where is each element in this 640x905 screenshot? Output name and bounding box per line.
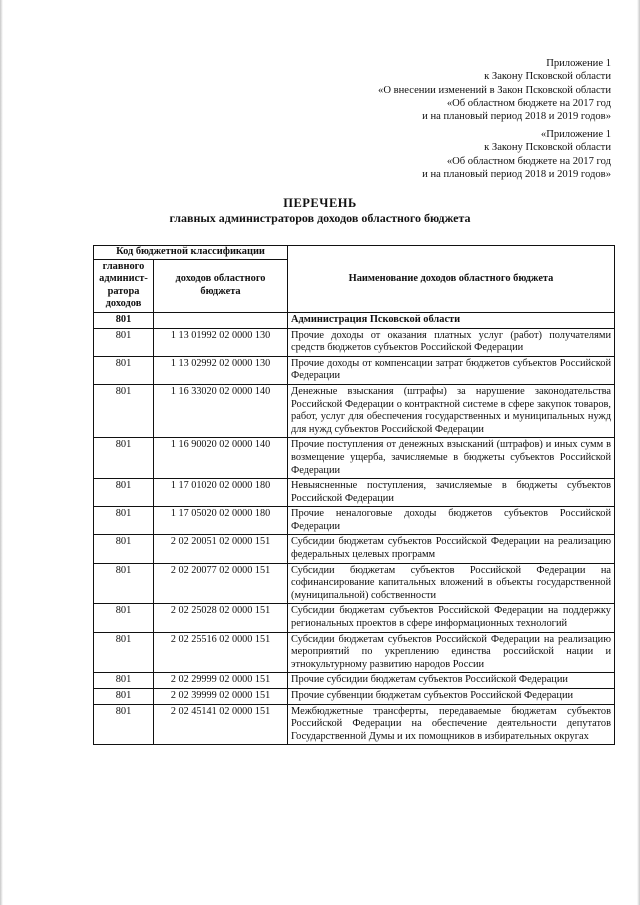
income-name-cell: Субсидии бюджетам субъектов Российской Федерации на поддержку региональных проектов в сфере информационных технологий bbox=[288, 604, 615, 632]
document-title: ПЕРЕЧЕНЬ bbox=[283, 196, 357, 210]
appendix-note-amendment bbox=[378, 57, 611, 123]
income-name-cell: Прочие субсидии бюджетам субъектов Российской Федерации bbox=[288, 673, 615, 689]
income-code-cell: 2 02 39999 02 0000 151 bbox=[154, 689, 288, 705]
admin-code-cell: 801 bbox=[94, 438, 154, 479]
income-code-cell: 1 16 33020 02 0000 140 bbox=[154, 384, 288, 437]
income-code-cell: 1 13 01992 02 0000 130 bbox=[154, 328, 288, 356]
admin-code-cell: 801 bbox=[94, 356, 154, 384]
income-code-cell: 2 02 25028 02 0000 151 bbox=[154, 604, 288, 632]
table-row bbox=[94, 604, 615, 632]
income-code-cell: 2 02 25516 02 0000 151 bbox=[154, 632, 288, 673]
admin-code-cell: 801 bbox=[94, 632, 154, 673]
income-code-cell: 1 17 01020 02 0000 180 bbox=[154, 479, 288, 507]
income-name-cell: Прочие доходы от компенсации затрат бюджетов субъектов Российской Федерации bbox=[288, 356, 615, 384]
document-subtitle: главных администраторов доходов областного бюджета bbox=[169, 211, 471, 225]
table-row bbox=[94, 356, 615, 384]
header-classification: Код бюджетной классификации bbox=[94, 246, 288, 260]
income-code-cell: 2 02 20077 02 0000 151 bbox=[154, 563, 288, 604]
table-row bbox=[94, 384, 615, 437]
admin-code-cell: 801 bbox=[94, 384, 154, 437]
table-row bbox=[94, 507, 615, 535]
table-header-row bbox=[94, 246, 615, 260]
appendix-line: «Приложение 1 bbox=[540, 129, 611, 140]
admin-code-cell: 801 bbox=[94, 689, 154, 705]
appendix-line: к Закону Псковской области bbox=[484, 142, 611, 154]
section-row bbox=[94, 312, 615, 328]
header-income-name bbox=[288, 246, 615, 313]
table-row bbox=[94, 704, 615, 745]
appendix-line: «Об областном бюджете на 2017 год bbox=[446, 97, 611, 109]
income-name-cell: Денежные взыскания (штрафы) за нарушение законодательства Российской Федерации о контрактной системе в сфере закупок товаров, работ, услуг для обеспечения государственных и муниципальных нужд для нужд субъектов Российской Федерации bbox=[288, 384, 615, 437]
section-empty-cell bbox=[154, 312, 288, 328]
admin-code-cell: 801 bbox=[94, 604, 154, 632]
table-row bbox=[94, 479, 615, 507]
appendix-line: «Об областном бюджете на 2017 год bbox=[446, 155, 611, 167]
table-row bbox=[94, 673, 615, 689]
table-row bbox=[94, 632, 615, 673]
table-row bbox=[94, 689, 615, 705]
income-code-cell: 1 17 05020 02 0000 180 bbox=[154, 507, 288, 535]
income-code-cell: 2 02 29999 02 0000 151 bbox=[154, 673, 288, 689]
section-name: Администрация Псковской области bbox=[288, 312, 615, 328]
scan-left-edge bbox=[0, 0, 3, 905]
table-row bbox=[94, 438, 615, 479]
income-name-cell: Прочие неналоговые доходы бюджетов субъектов Российской Федерации bbox=[288, 507, 615, 535]
table-row bbox=[94, 563, 615, 604]
income-name-cell: Прочие субвенции бюджетам субъектов Российской Федерации bbox=[288, 689, 615, 705]
income-name-cell: Прочие доходы от оказания платных услуг (работ) получателями средств бюджетов субъектов Российской Федерации bbox=[288, 328, 615, 356]
admin-code-cell: 801 bbox=[94, 673, 154, 689]
header-income-code: доходов областного бюджета bbox=[154, 259, 288, 312]
admin-code-cell: 801 bbox=[94, 535, 154, 563]
income-code-cell: 1 13 02992 02 0000 130 bbox=[154, 356, 288, 384]
admin-code-cell: 801 bbox=[94, 479, 154, 507]
appendix-line: и на плановый период 2018 и 2019 годов» bbox=[422, 168, 611, 180]
header-income-name-text: Наименование доходов областного бюджета bbox=[348, 272, 554, 284]
income-code-cell: 2 02 20051 02 0000 151 bbox=[154, 535, 288, 563]
appendix-note-original bbox=[422, 128, 611, 181]
section-admin-code: 801 bbox=[94, 312, 154, 328]
income-name-cell: Субсидии бюджетам субъектов Российской Федерации на реализацию мероприятий по укреплению единства российской нации и этнокультурному развитию народов России bbox=[288, 632, 615, 673]
admin-code-cell: 801 bbox=[94, 507, 154, 535]
appendix-line: к Закону Псковской области bbox=[484, 71, 611, 83]
income-code-cell: 2 02 45141 02 0000 151 bbox=[154, 704, 288, 745]
income-name-cell: Прочие поступления от денежных взысканий (штрафов) и иных сумм в возмещение ущерба, зачисляемые в бюджеты субъектов Российской Федерации bbox=[288, 438, 615, 479]
income-administrators-table bbox=[93, 245, 615, 745]
admin-code-cell: 801 bbox=[94, 328, 154, 356]
income-code-cell: 1 16 90020 02 0000 140 bbox=[154, 438, 288, 479]
table-row bbox=[94, 328, 615, 356]
income-name-cell: Невыясненные поступления, зачисляемые в бюджеты субъектов Российской Федерации bbox=[288, 479, 615, 507]
appendix-line: «О внесении изменений в Закон Псковской области bbox=[378, 84, 611, 96]
admin-code-cell: 801 bbox=[94, 704, 154, 745]
header-admin: главного админист-ратора доходов bbox=[94, 259, 154, 312]
appendix-line: Приложение 1 bbox=[546, 58, 611, 69]
appendix-line: и на плановый период 2018 и 2019 годов» bbox=[422, 111, 611, 123]
admin-code-cell: 801 bbox=[94, 563, 154, 604]
income-name-cell: Субсидии бюджетам субъектов Российской Федерации на реализацию федеральных целевых программ bbox=[288, 535, 615, 563]
table-row bbox=[94, 535, 615, 563]
income-name-cell: Межбюджетные трансферты, передаваемые бюджетам субъектов Российской Федерации на обеспечение деятельности депутатов Государственной Думы и их помощников в избирательных округах bbox=[288, 704, 615, 745]
income-name-cell: Субсидии бюджетам субъектов Российской Федерации на софинансирование капитальных вложений в объекты государственной (муниципальной) собственности bbox=[288, 563, 615, 604]
